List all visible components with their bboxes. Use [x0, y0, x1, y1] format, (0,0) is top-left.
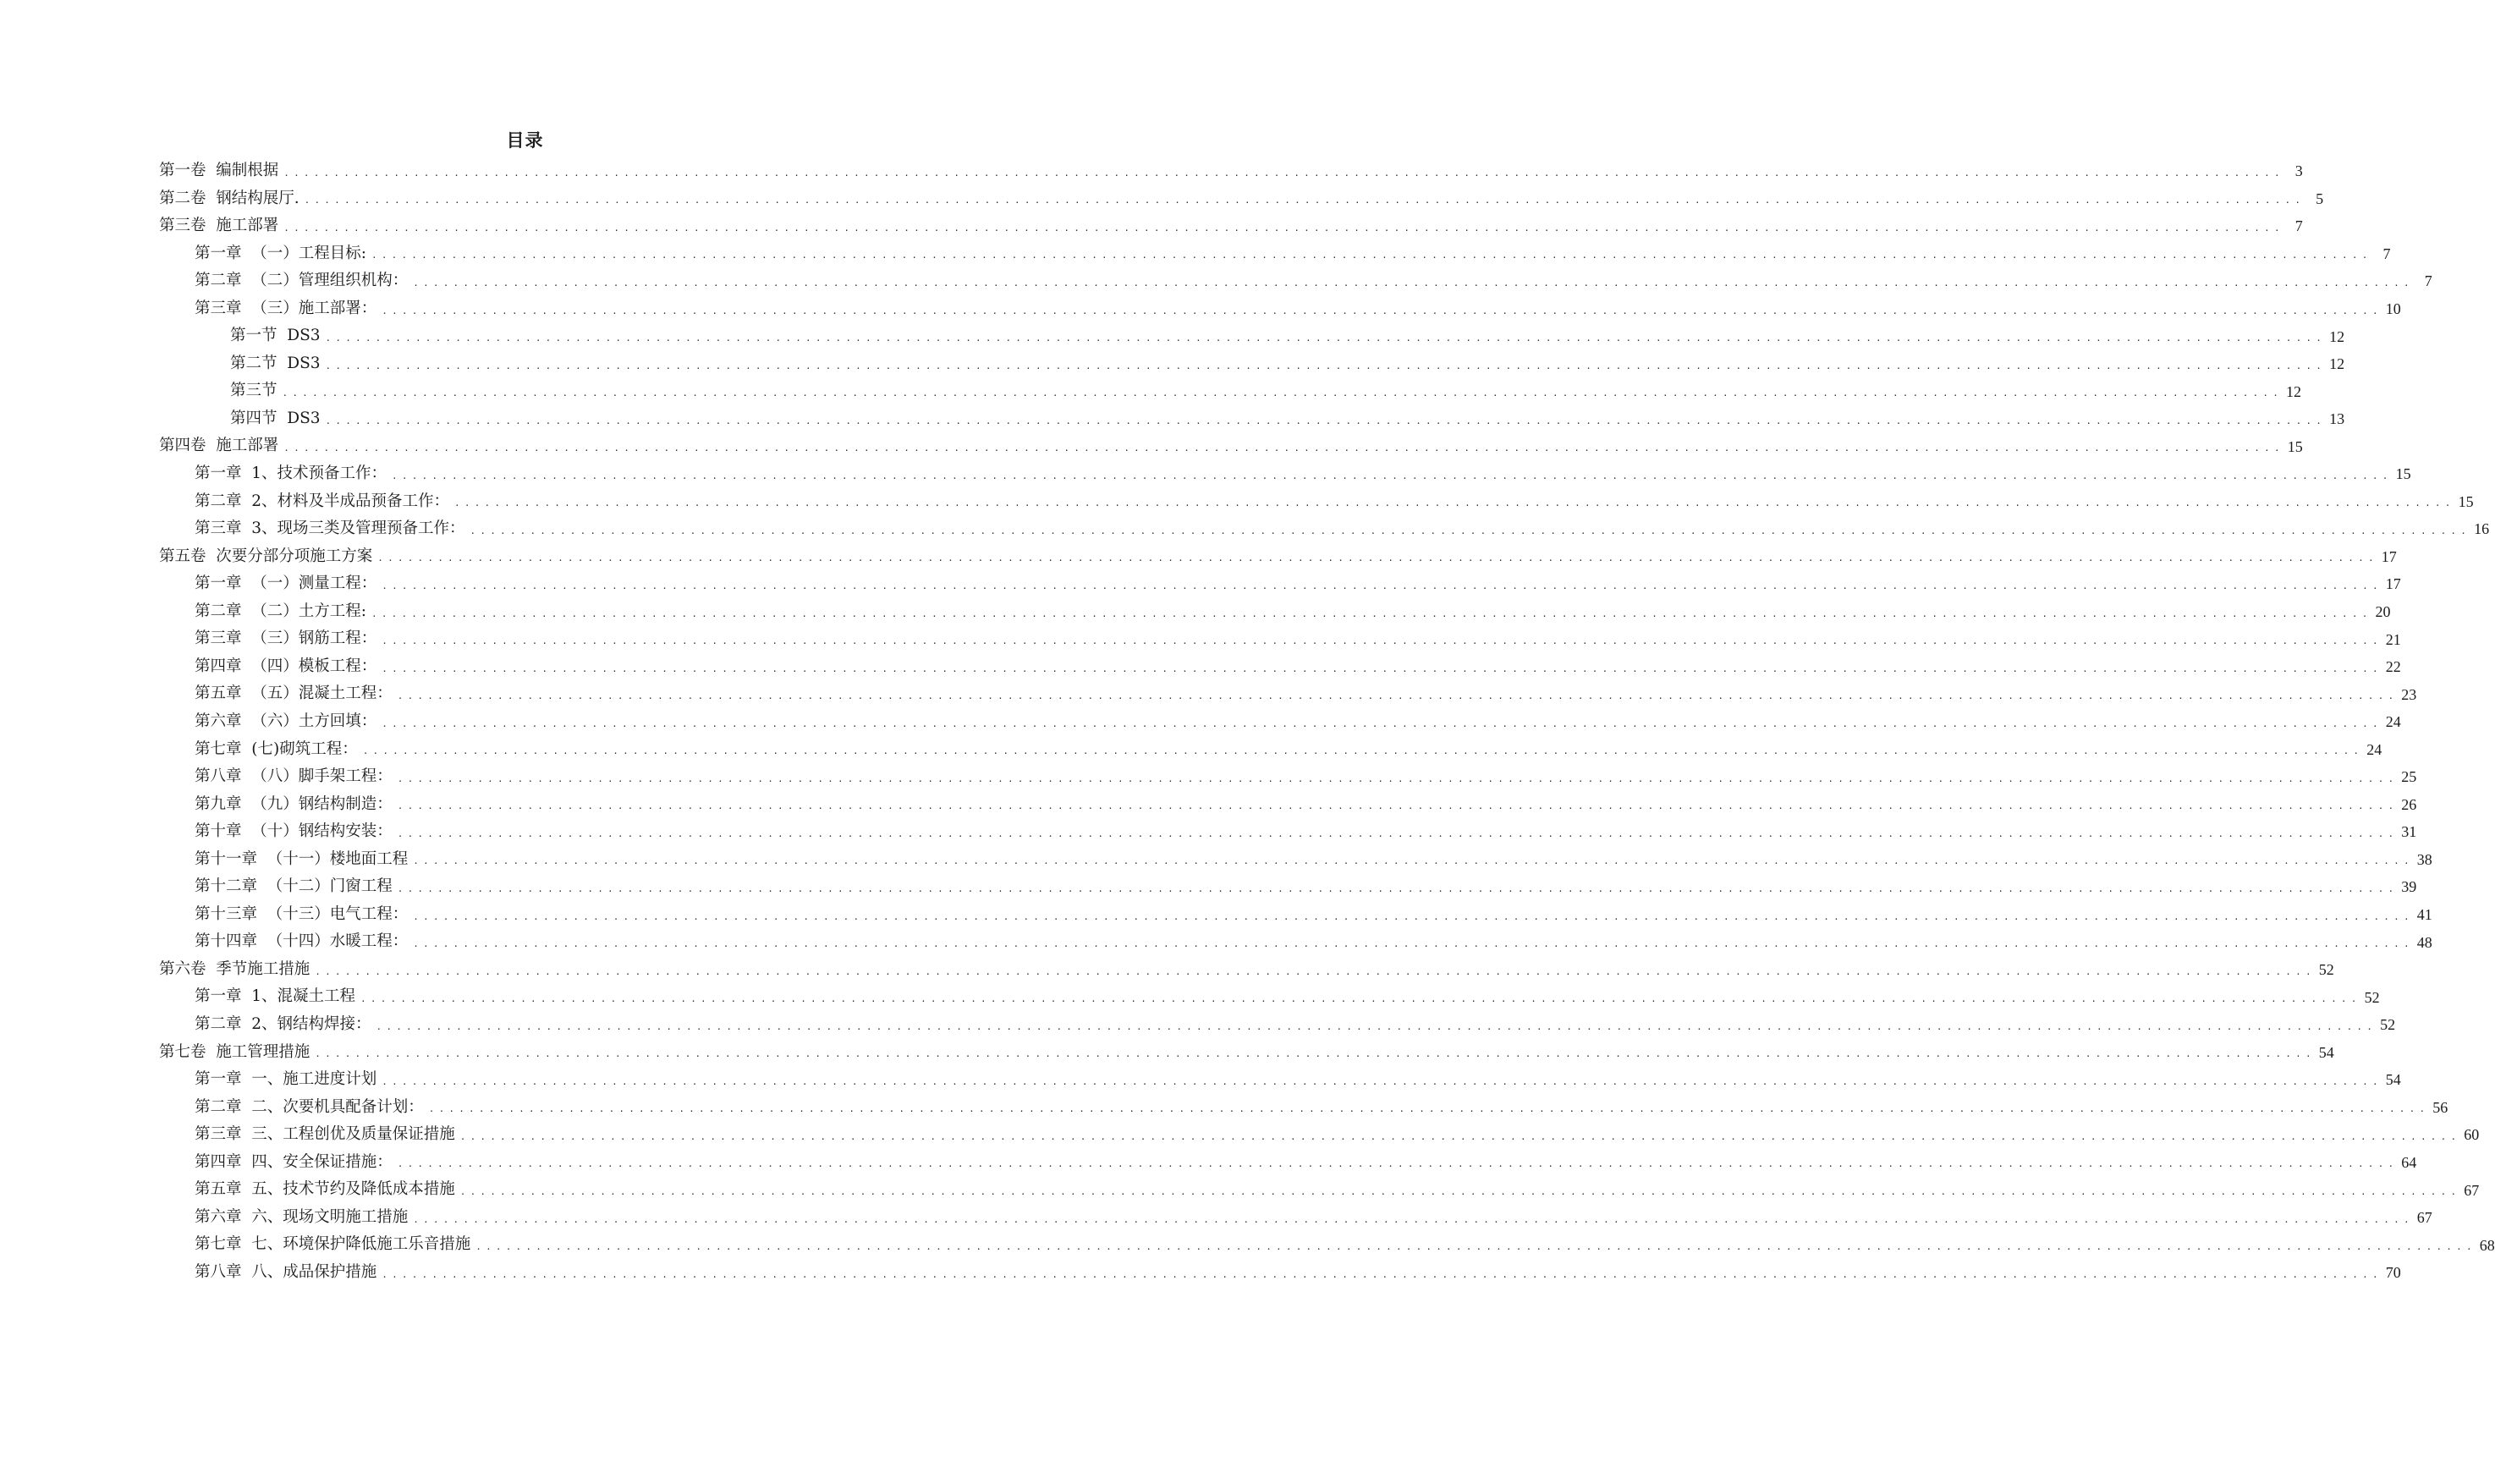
dot-leader: ........................................................................................................................................................................................................	[475, 1241, 2476, 1253]
toc-entry[interactable]	[0, 735, 2382, 763]
toc-entry-label: 第八章 （八）脚手架工程：	[195, 767, 393, 786]
dot-leader: ........................................................................................................................................................................................................	[397, 800, 2399, 812]
toc-entry-page-number: 52	[2318, 961, 2334, 979]
toc-entry[interactable]	[0, 653, 2401, 681]
toc-entry[interactable]	[0, 377, 2302, 405]
toc-entry-page-number: 52	[2380, 1016, 2396, 1034]
toc-entry-label: 第六章 （六）土方回填：	[195, 712, 377, 730]
dot-leader: ........................................................................................................................................................................................................	[283, 442, 2284, 454]
toc-entry-label: 第十一章 （十一）楼地面工程	[195, 849, 409, 868]
toc-entry[interactable]	[0, 873, 2417, 901]
toc-entry-page-number: 60	[2464, 1126, 2480, 1144]
toc-entry-label: 第二节 DS3	[230, 354, 321, 372]
dot-leader: ........................................................................................................................................................................................................	[382, 662, 2382, 674]
toc-entry-label: 第五章 五、技术节约及降低成本措施	[195, 1180, 455, 1199]
dot-leader: ........................................................................................................................................................................................................	[459, 1186, 2461, 1197]
dot-leader: ........................................................................................................................................................................................................	[382, 580, 2382, 591]
dot-leader: ........................................................................................................................................................................................................	[413, 1213, 2414, 1225]
toc-entry-page-number: 48	[2416, 933, 2432, 951]
toc-entry[interactable]	[0, 763, 2417, 791]
toc-entry[interactable]	[0, 515, 2490, 543]
toc-entry-page-number: 15	[2395, 465, 2411, 483]
toc-entry[interactable]	[0, 956, 2334, 984]
toc-entry-label: 第一章 一、施工进度计划	[195, 1070, 377, 1089]
toc-entry-label: 第一章 （一）测量工程：	[195, 574, 377, 593]
toc-entry[interactable]	[0, 295, 2401, 323]
toc-entry-label: 第七章 七、环境保护降低施工乐音措施	[195, 1235, 471, 1254]
toc-entry[interactable]	[0, 928, 2432, 956]
toc-entry[interactable]	[0, 708, 2401, 736]
dot-leader: ........................................................................................................................................................................................................	[413, 277, 2414, 289]
dot-leader: ........................................................................................................................................................................................................	[382, 635, 2382, 647]
dot-leader: ........................................................................................................................................................................................................	[377, 552, 2378, 564]
toc-entry-label: 第三节	[230, 382, 278, 400]
toc-entry-page-number: 56	[2432, 1098, 2448, 1116]
toc-entry-label: 第十三章 （十三）电气工程：	[195, 904, 409, 923]
toc-entry-page-number: 12	[2286, 382, 2302, 400]
toc-entry[interactable]	[0, 1039, 2334, 1067]
toc-entry-label: 第二章 2、材料及半成品预备工作：	[195, 492, 450, 510]
toc-entry-page-number: 12	[2329, 327, 2345, 345]
toc-entry[interactable]	[0, 432, 2303, 460]
toc-entry-page-number: 67	[2416, 1209, 2432, 1227]
dot-leader: ........................................................................................................................................................................................................	[397, 772, 2399, 784]
toc-entry-label: 第十四章 （十四）水暖工程：	[195, 932, 409, 951]
dot-leader: ........................................................................................................................................................................................................	[397, 1158, 2399, 1170]
toc-entry-label: 第四章 四、安全保证措施：	[195, 1152, 393, 1171]
toc-entry-page-number: 21	[2385, 630, 2401, 648]
toc-entry-page-number: 22	[2385, 658, 2401, 676]
toc-entry-label: 第五卷 次要分部分项施工方案	[159, 547, 373, 565]
toc-entry[interactable]	[0, 1176, 2480, 1204]
toc-entry[interactable]	[0, 212, 2303, 240]
dot-leader: ........................................................................................................................................................................................................	[470, 525, 2471, 536]
toc-entry-page-number: 39	[2401, 878, 2417, 896]
dot-leader: ........................................................................................................................................................................................................	[382, 305, 2382, 316]
toc-entry[interactable]	[0, 680, 2417, 708]
toc-entry[interactable]	[0, 1121, 2480, 1149]
toc-entry-label: 第三章 （三）钢筋工程：	[195, 629, 377, 648]
toc-entry[interactable]	[0, 598, 2391, 626]
toc-entry-label: 第十二章 （十二）门窗工程	[195, 877, 393, 896]
toc-entry-label: 第三章 3、现场三类及管理预备工作：	[195, 519, 465, 538]
toc-entry[interactable]	[0, 1204, 2432, 1232]
dot-leader: ........................................................................................................................................................................................................	[304, 195, 2305, 206]
toc-entry[interactable]	[0, 901, 2432, 929]
toc-entry[interactable]	[0, 1094, 2448, 1122]
toc-entry-page-number: 20	[2375, 603, 2391, 621]
toc-title: 目录	[506, 129, 544, 151]
toc-entry[interactable]	[0, 322, 2345, 350]
toc-entry-label: 第七章 (七)砌筑工程：	[195, 739, 358, 758]
toc-entry-label: 第九章 （九）钢结构制造：	[195, 794, 393, 813]
toc-entry[interactable]	[0, 488, 2474, 516]
dot-leader: ........................................................................................................................................................................................................	[397, 690, 2399, 702]
toc-entry-page-number: 16	[2474, 520, 2490, 538]
toc-list	[0, 157, 2495, 1286]
toc-entry-page-number: 12	[2329, 355, 2345, 373]
dot-leader: ........................................................................................................................................................................................................	[325, 333, 2327, 344]
toc-entry-label: 第一节 DS3	[230, 327, 321, 345]
dot-leader: ........................................................................................................................................................................................................	[283, 167, 2284, 179]
toc-entry-page-number: 24	[2366, 740, 2382, 758]
dot-leader: ........................................................................................................................................................................................................	[382, 1268, 2382, 1280]
toc-entry-label: 第二章 2、钢结构焊接：	[195, 1014, 371, 1033]
toc-entry-page-number: 10	[2385, 300, 2401, 317]
toc-entry-label: 第二章 （二）管理组织机构：	[195, 272, 409, 290]
toc-entry[interactable]	[0, 240, 2391, 268]
dot-leader: ........................................................................................................................................................................................................	[362, 745, 2364, 757]
dot-leader: ........................................................................................................................................................................................................	[371, 250, 2372, 261]
dot-leader: ........................................................................................................................................................................................................	[428, 1103, 2430, 1115]
toc-entry-label: 第二章 （二）土方工程:	[195, 602, 366, 620]
toc-entry-page-number: 68	[2479, 1236, 2495, 1254]
toc-entry[interactable]	[0, 625, 2401, 653]
toc-entry-page-number: 54	[2385, 1071, 2401, 1089]
toc-entry[interactable]	[0, 460, 2411, 488]
toc-entry-label: 第二章 二、次要机具配备计划：	[195, 1097, 424, 1116]
toc-entry-page-number: 70	[2385, 1264, 2401, 1282]
toc-entry-label: 第三卷 施工部署	[159, 217, 279, 235]
toc-entry-page-number: 52	[2364, 988, 2380, 1006]
dot-leader: ........................................................................................................................................................................................................	[397, 882, 2399, 894]
dot-leader: ........................................................................................................................................................................................................	[413, 938, 2414, 950]
toc-entry[interactable]	[0, 791, 2417, 819]
toc-entry[interactable]	[0, 405, 2345, 433]
toc-entry-page-number: 17	[2385, 575, 2401, 593]
toc-entry-label: 第一卷 编制根据	[159, 162, 279, 180]
toc-entry-page-number: 31	[2401, 823, 2417, 841]
toc-entry-page-number: 15	[2287, 437, 2303, 455]
dot-leader: ........................................................................................................................................................................................................	[382, 1075, 2382, 1087]
toc-entry-page-number: 26	[2401, 795, 2417, 813]
dot-leader: ........................................................................................................................................................................................................	[397, 827, 2399, 839]
toc-entry-page-number: 13	[2329, 410, 2345, 428]
toc-entry-page-number: 5	[2316, 190, 2324, 207]
toc-entry[interactable]	[0, 185, 2324, 213]
dot-leader: ........................................................................................................................................................................................................	[454, 497, 2455, 509]
toc-entry-label: 第一章 1、混凝土工程	[195, 987, 356, 1006]
toc-entry-label: 第四节 DS3	[230, 409, 321, 427]
dot-leader: ........................................................................................................................................................................................................	[315, 1048, 2316, 1060]
toc-entry[interactable]	[0, 818, 2417, 846]
toc-entry-page-number: 38	[2416, 850, 2432, 868]
toc-entry[interactable]	[0, 543, 2397, 571]
toc-entry-label: 第三章 （三）施工部署：	[195, 299, 377, 317]
dot-leader: ........................................................................................................................................................................................................	[325, 360, 2327, 371]
dot-leader: ........................................................................................................................................................................................................	[315, 965, 2316, 977]
dot-leader: ........................................................................................................................................................................................................	[413, 855, 2414, 867]
toc-entry-page-number: 24	[2385, 713, 2401, 731]
toc-entry-page-number: 64	[2401, 1153, 2417, 1171]
dot-leader: ........................................................................................................................................................................................................	[459, 1130, 2461, 1142]
toc-entry-page-number: 15	[2458, 492, 2474, 510]
toc-entry[interactable]	[0, 1259, 2401, 1287]
toc-entry[interactable]	[0, 983, 2380, 1011]
toc-entry-label: 第六卷 季节施工措施	[159, 959, 311, 978]
toc-entry-label: 第七卷 施工管理措施	[159, 1042, 311, 1061]
toc-entry-label: 第十章 （十）钢结构安装：	[195, 822, 393, 841]
toc-entry-page-number: 7	[2294, 217, 2303, 235]
toc-entry-label: 第四卷 施工部署	[159, 437, 279, 455]
toc-entry-label: 第三章 三、工程创优及质量保证措施	[195, 1125, 455, 1144]
toc-entry[interactable]	[0, 157, 2303, 185]
dot-leader: ........................................................................................................................................................................................................	[376, 1020, 2377, 1032]
toc-entry[interactable]	[0, 1011, 2396, 1039]
toc-entry[interactable]	[0, 350, 2345, 378]
toc-entry-label: 第二卷 钢结构展厅.	[159, 189, 300, 207]
toc-entry-page-number: 54	[2318, 1043, 2334, 1061]
toc-entry-label: 第一章 1、技术预备工作：	[195, 464, 387, 483]
toc-entry[interactable]	[0, 570, 2401, 598]
toc-entry-label: 第六章 六、现场文明施工措施	[195, 1207, 409, 1226]
toc-entry-page-number: 25	[2401, 768, 2417, 786]
dot-leader: ........................................................................................................................................................................................................	[382, 717, 2382, 729]
dot-leader: ........................................................................................................................................................................................................	[392, 470, 2393, 481]
toc-entry-label: 第四章 （四）模板工程：	[195, 657, 377, 675]
toc-entry[interactable]	[0, 1231, 2495, 1259]
toc-entry[interactable]	[0, 846, 2432, 874]
toc-entry-page-number: 41	[2416, 906, 2432, 924]
toc-entry[interactable]	[0, 1149, 2417, 1177]
dot-leader: ........................................................................................................................................................................................................	[360, 993, 2361, 1005]
toc-entry-page-number: 67	[2464, 1181, 2480, 1199]
dot-leader: ........................................................................................................................................................................................................	[413, 910, 2414, 922]
toc-entry-page-number: 7	[2424, 272, 2432, 290]
toc-entry-page-number: 17	[2381, 547, 2397, 565]
dot-leader: ........................................................................................................................................................................................................	[282, 387, 2283, 399]
toc-entry[interactable]	[0, 267, 2432, 295]
dot-leader: ........................................................................................................................................................................................................	[371, 607, 2372, 619]
toc-entry[interactable]	[0, 1066, 2401, 1094]
toc-entry-label: 第八章 八、成品保护措施	[195, 1262, 377, 1281]
dot-leader: ........................................................................................................................................................................................................	[283, 222, 2284, 234]
toc-entry-page-number: 7	[2382, 245, 2391, 262]
dot-leader: ........................................................................................................................................................................................................	[325, 415, 2327, 426]
toc-entry-label: 第一章 （一）工程目标:	[195, 244, 366, 262]
toc-entry-page-number: 3	[2294, 162, 2303, 180]
toc-entry-label: 第五章 （五）混凝土工程：	[195, 684, 393, 703]
toc-entry-page-number: 23	[2401, 685, 2417, 703]
